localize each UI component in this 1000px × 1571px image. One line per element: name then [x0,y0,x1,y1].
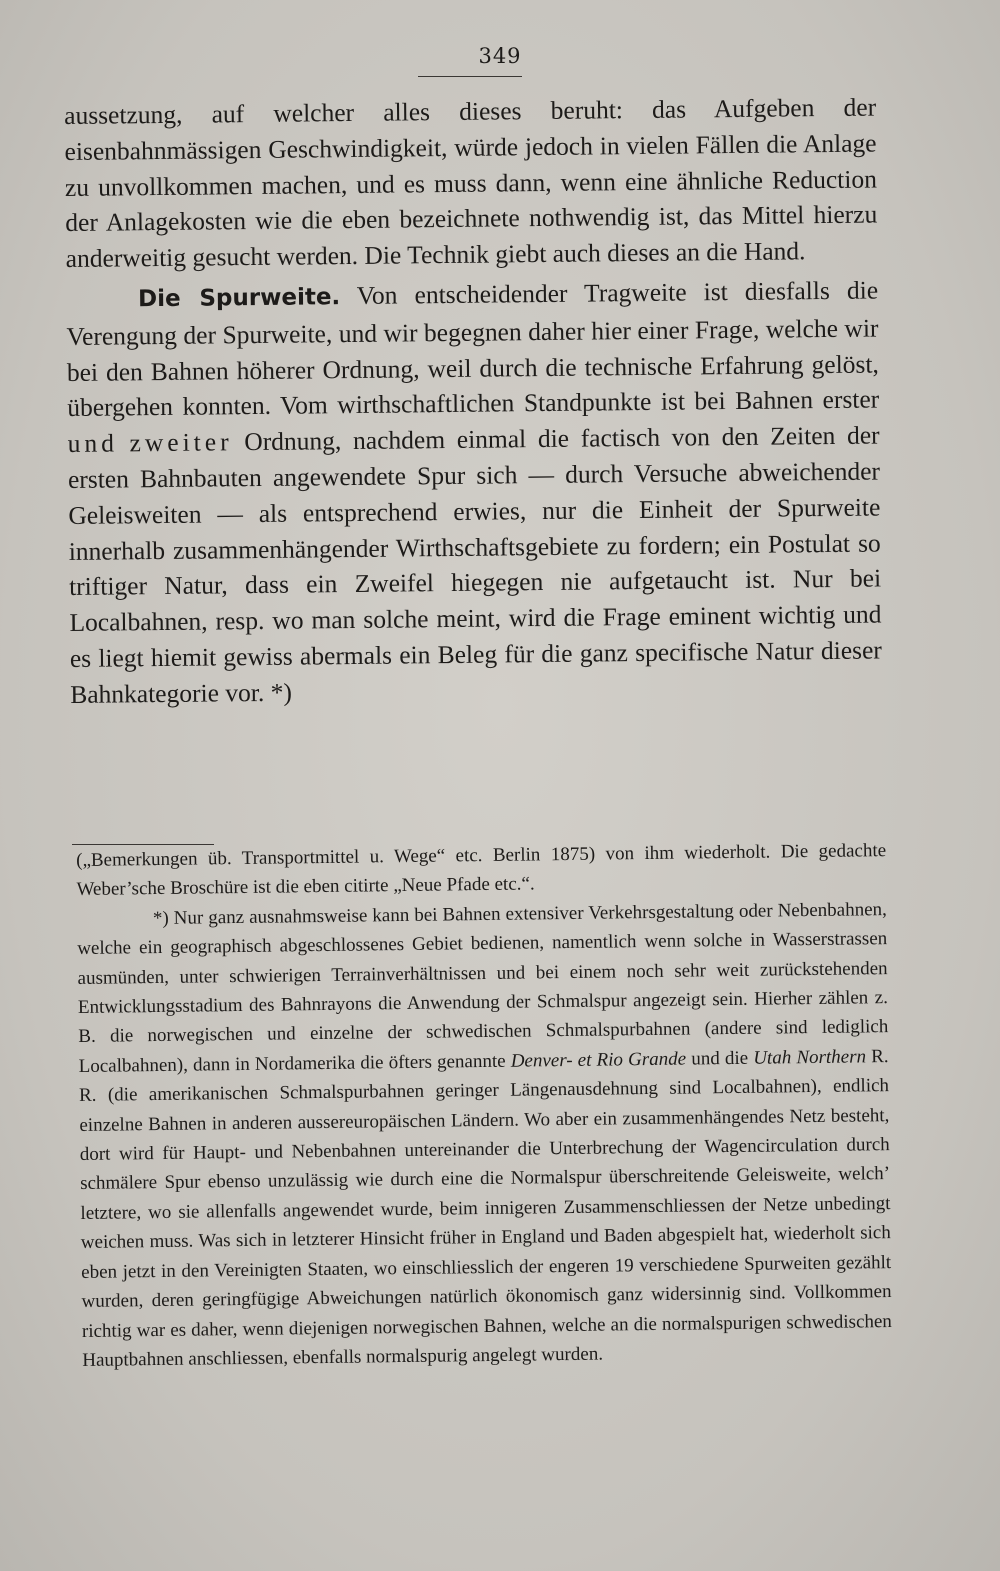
footnote-text-c: R. R. (die amerikanischen Schmalspurbahnen geringer Längenausdehnung sind Localbahnen), endlich einzelne Bahnen in anderen aussereuropäischen Ländern. Wo aber ein zusammenhängendes Netz besteht, dort wird für Haupt- und Nebenbahnen untereinander die Unterbrechung der Wagencirculation durch schmälere Spur ebenso unzulässig wie durch eine die Normalspur überschreitende Geleisweite, welch’ letztere, wo sie allenfalls angewendet wurde, beim innigeren Zusammenschliessen der Netze unbedingt weichen muss. Was sich in letzterer Hinsicht früher in England und Baden abgespielt hat, wiederholt sich eben jetzt in den Vereinigten Staaten, wo einschliesslich der engeren 19 verschiedene Spurweiten gezählt wurden, deren geringfügige Abweichungen natürlich ökonomisch ganz widersinnig sind. Vollkommen richtig war es daher, wenn diejenigen norwegischen Bahnen, welche an die normalspurigen schwedischen Hauptbahnen anschliessen, ebenfalls normalspurig angelegt wurden. [78,1045,892,1371]
footnotes [76,836,892,1375]
page-number: 349 [478,44,522,68]
page-number-rule [418,76,522,77]
paragraph-2-text-a: Von entscheidender Tragweite ist diesfalls die Verengung der Spurweite, und wir begegnen daher hier einer Frage, welche wir bei den Bahnen höherer Ordnung, weil durch die technische Erfahrung gelöst, übergehen konnten. Vom wirthschaftlichen Standpunkte ist bei Bahnen erster [66,275,880,423]
spaced-word-zweiter: zweiter [129,427,233,458]
paragraph-1: aussetzung, auf welcher alles dieses beruht: das Aufgeben der eisenbahnmässigen Geschwindigkeit, würde jedoch in vielen Fällen die Anlage zu unvollkommen machen, und es muss dann, wenn eine ähnliche Reduction der Anlagekosten wie die eben bezeichnete nothwendig ist, das Mittel hierzu anderweitig gesucht werden. Die Technik giebt auch dieses an die Hand. [64,92,878,274]
footnote-italic-denver: Denver- et Rio Grande [510,1048,687,1072]
main-text [64,89,882,712]
footnote-text-b: und die [686,1047,754,1070]
footnote-text-a: *) Nur ganz ausnahmsweise kann bei Bahnen extensiver Verkehrsgestaltung oder Nebenbahnen, welche ein geographisch abgeschlossenes Gebiet bedienen, namentlich wenn solche in Wasserstrassen ausmünden, unter schwierigen Terrainverhältnissen und bei einem noch sehr weit zurückstehenden Entwicklungsstadium des Bahnrayons die Anwendung der Schmalspur angezeigt sein. Hierher zählen z. B. die norwegischen und einzelne der schwedischen Schmalspurbahnen (andere sind lediglich Localbahnen), dann in Nordamerika die öfters genannte [77,898,889,1077]
footnote-continuation: („Bemerkungen üb. Transportmittel u. Wege“ etc. Berlin 1875) von ihm wiederholt. Die gedachte Weber’sche Broschüre ist die eben citirte „Neue Pfade etc.“. [76,840,887,901]
paragraph-2-text-b: Ordnung, nachdem einmal die factisch von den Zeiten der ersten Bahnbauten angewendete Spur sich — durch Versuche abweichender Geleisweiten — als entsprechend erwies, nur die Einheit der Spurweite innerhalb zusammenhängender Wirthschaftsgebiete zu fordern; ein Postulat so triftiger Natur, dass ein Zweifel hiegegen nie aufgetaucht ist. Nur bei Localbahnen, resp. wo man solche meint, wird die Frage eminent wichtig und es liegt hiemit gewiss abermals ein Beleg für die ganz specifische Natur dieser Bahnkategorie vor. *) [67,420,882,709]
footnote-asterisk [77,895,893,1375]
paragraph-2 [66,272,882,712]
section-heading: Die Spurweite. [137,284,341,313]
spaced-word-und: und [67,428,119,459]
footnote-italic-utah: Utah Northern [753,1046,867,1069]
